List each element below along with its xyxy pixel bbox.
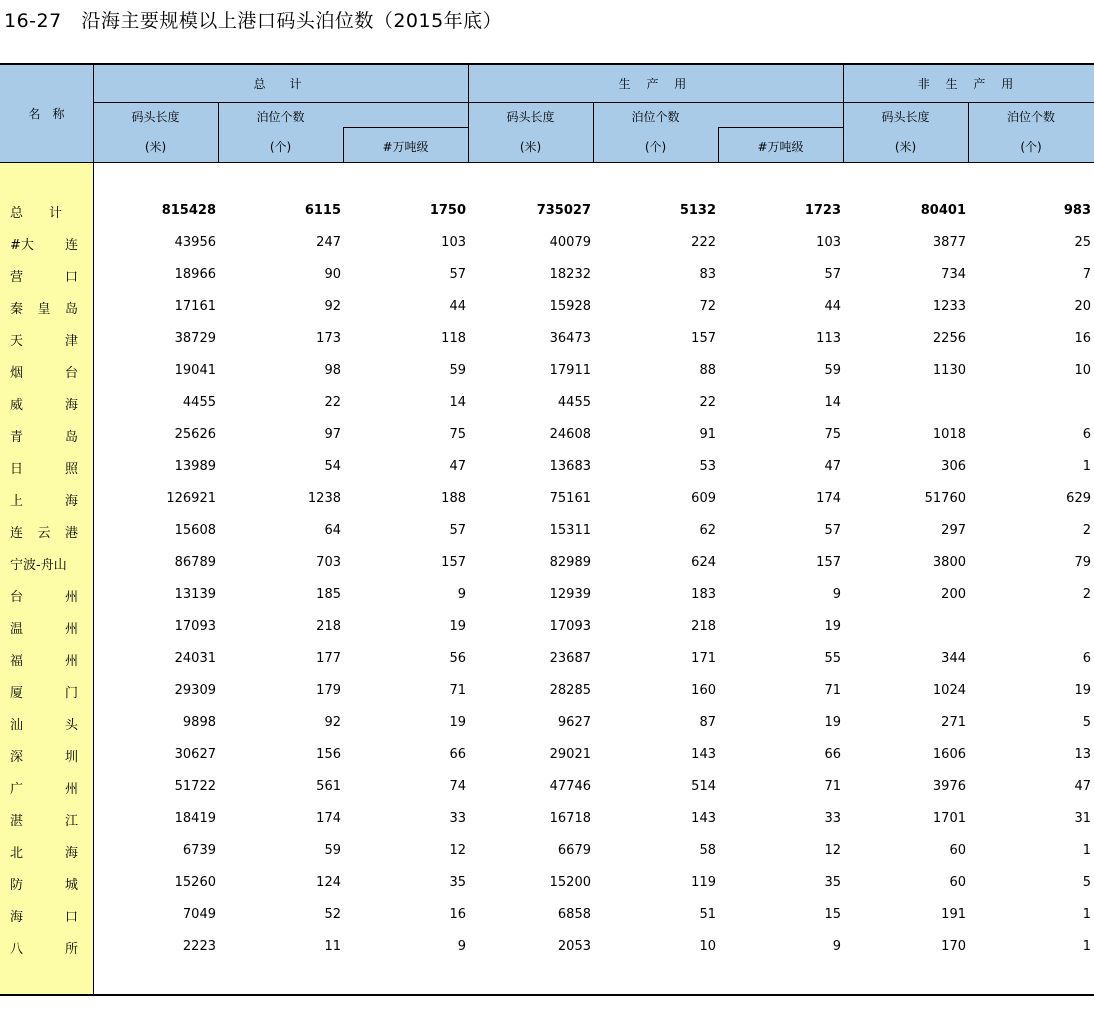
port-name-part: 圳 [64,749,78,765]
value-cell: 15 [824,907,841,922]
value-cell: 13989 [174,459,216,474]
value-cell: 90 [324,267,341,282]
port-name [10,425,78,445]
port-name-part: 宁波-舟山 [10,557,67,573]
port-name [10,521,78,541]
value-cell: 113 [816,331,841,346]
value-cell: 15928 [549,299,591,314]
port-name-part: 防 [10,877,24,893]
value-cell: 97 [324,427,341,442]
value-cell: 16 [449,907,466,922]
port-name [10,361,78,381]
value-cell: 23687 [549,651,591,666]
value-cell: 47 [824,459,841,474]
value-cell: 1750 [429,203,466,218]
value-cell: 297 [941,523,966,538]
value-cell: 29309 [174,683,216,698]
value-cell: 6858 [557,907,591,922]
value-cell: 12 [824,843,841,858]
value-cell: 16 [1074,331,1091,346]
value-cell: 12 [449,843,466,858]
port-name-part: 连 [10,525,24,541]
value-cell: 561 [316,779,341,794]
header-group-production: 生 产 用 [618,76,693,91]
value-cell: 18419 [174,811,216,826]
value-cell: 91 [699,427,716,442]
port-name-part: 州 [64,653,78,669]
value-cell: 703 [316,555,341,570]
value-cell: 83 [699,267,716,282]
port-name-part: 总 [10,205,24,221]
value-cell: 56 [449,651,466,666]
value-cell: 514 [691,779,716,794]
value-cell: 815428 [161,203,216,218]
value-cell: 53 [699,459,716,474]
value-cell: 44 [824,299,841,314]
port-name [10,937,78,957]
value-cell: 218 [691,619,716,634]
value-cell: 33 [824,811,841,826]
value-cell: 6679 [557,843,591,858]
value-cell [971,617,1091,637]
port-name [10,617,78,637]
value-cell: 25 [1074,235,1091,250]
port-name [10,649,78,669]
value-cell: 9 [457,939,466,954]
value-cell: 86789 [174,555,216,570]
value-cell: 17161 [174,299,216,314]
value-cell: 188 [441,491,466,506]
port-name-part: 所 [64,941,78,957]
value-cell: 43956 [174,235,216,250]
value-cell: 19 [824,715,841,730]
port-name-part: 州 [64,781,78,797]
value-cell: 983 [1063,203,1091,218]
port-name [10,233,78,253]
port-name-part: 州 [64,621,78,637]
port-name-part: 台 [10,589,24,605]
value-cell: 66 [449,747,466,762]
value-cell: 6739 [182,843,216,858]
value-cell: 157 [441,555,466,570]
value-cell: 174 [316,811,341,826]
value-cell: 222 [691,235,716,250]
header-unit-ge: (个) [644,139,667,154]
value-cell: 1 [1082,843,1091,858]
value-cell: 1606 [932,747,966,762]
value-cell: 160 [691,683,716,698]
value-cell: 13683 [549,459,591,474]
value-cell: 735027 [536,203,591,218]
port-name [10,713,78,733]
value-cell [971,393,1091,413]
value-cell: 47 [449,459,466,474]
value-cell: 1 [1082,939,1091,954]
port-name [10,553,78,573]
value-cell [846,393,966,413]
value-cell: 271 [941,715,966,730]
value-cell: 36473 [549,331,591,346]
value-cell: 174 [816,491,841,506]
value-cell: 40079 [549,235,591,250]
port-name [10,809,78,829]
value-cell: 12939 [549,587,591,602]
value-cell: 52 [324,907,341,922]
value-cell: 2256 [932,331,966,346]
value-cell: 157 [816,555,841,570]
port-name-part: 江 [64,813,78,829]
value-cell: 2053 [557,939,591,954]
value-cell: 29021 [549,747,591,762]
value-cell: 74 [449,779,466,794]
value-cell: 17093 [174,619,216,634]
value-cell [846,617,966,637]
header-wanton: #万吨级 [757,139,804,154]
value-cell: 59 [324,843,341,858]
value-cell: 1233 [932,299,966,314]
port-name-part: 岛 [64,301,78,317]
header-unit-ge: (个) [269,139,292,154]
value-cell: 1238 [307,491,341,506]
header-name: 名 称 [28,106,65,121]
value-cell: 9627 [557,715,591,730]
value-cell: 9 [457,587,466,602]
port-name [10,297,78,317]
value-cell: 173 [316,331,341,346]
value-cell: 191 [941,907,966,922]
value-cell: 15608 [174,523,216,538]
header-bottom-border [0,162,1094,163]
port-name [10,905,78,925]
port-name-part: 头 [64,717,78,733]
value-cell: 13139 [174,587,216,602]
port-name-part: 八 [10,941,24,957]
value-cell: 75 [449,427,466,442]
value-cell: 344 [941,651,966,666]
value-cell: 170 [941,939,966,954]
value-cell: 3976 [932,779,966,794]
port-name-part: 福 [10,653,24,669]
value-cell: 20 [1074,299,1091,314]
port-name-part: 温 [10,621,24,637]
value-cell: 71 [824,779,841,794]
port-name-part: 烟 [10,365,24,381]
value-cell: 609 [691,491,716,506]
value-cell: 247 [316,235,341,250]
value-cell: 6 [1082,651,1091,666]
value-cell: 18966 [174,267,216,282]
value-cell: 5132 [679,203,716,218]
value-cell: 80401 [920,203,966,218]
value-cell: 38729 [174,331,216,346]
header-unit-m: (米) [894,139,917,154]
port-name-part: 上 [10,493,24,509]
header-unit-m: (米) [519,139,542,154]
value-cell: 31 [1074,811,1091,826]
port-name-part: 连 [64,237,78,253]
value-cell: 4455 [182,395,216,410]
value-cell: 2 [1082,523,1091,538]
value-cell: 11 [324,939,341,954]
value-cell: 14 [449,395,466,410]
value-cell: 51722 [174,779,216,794]
value-cell: 16718 [549,811,591,826]
value-cell: 51 [699,907,716,922]
value-cell: 72 [699,299,716,314]
value-cell: 10 [699,939,716,954]
port-name-part: 北 [10,845,24,861]
header-unit-m: (米) [144,139,167,154]
port-name-part: 天 [10,333,24,349]
value-cell: 57 [449,267,466,282]
value-cell: 24608 [549,427,591,442]
port-name [10,681,78,701]
port-name-part: 营 [10,269,24,285]
value-cell: 3877 [932,235,966,250]
value-cell: 44 [449,299,466,314]
value-cell: 19 [449,715,466,730]
value-cell: 71 [824,683,841,698]
value-cell: 2223 [182,939,216,954]
value-cell: 25626 [174,427,216,442]
value-cell: 4455 [557,395,591,410]
port-name-part: 海 [64,845,78,861]
value-cell: 64 [324,523,341,538]
value-cell: 6115 [304,203,341,218]
port-name [10,873,78,893]
port-name [10,777,78,797]
port-name-part: 津 [64,333,78,349]
value-cell: 33 [449,811,466,826]
value-cell: 1024 [932,683,966,698]
value-cell: 51760 [924,491,966,506]
value-cell: 87 [699,715,716,730]
port-name-part: 日 [10,461,24,477]
port-name-part: 厦 [10,685,24,701]
port-name-part: #大 [10,237,34,253]
value-cell: 57 [824,523,841,538]
value-cell: 7 [1082,267,1091,282]
value-cell: 58 [699,843,716,858]
value-cell: 10 [1074,363,1091,378]
port-name [10,745,78,765]
value-cell: 13 [1074,747,1091,762]
value-cell: 24031 [174,651,216,666]
value-cell: 35 [824,875,841,890]
value-cell: 22 [324,395,341,410]
value-cell: 92 [324,299,341,314]
value-cell: 143 [691,811,716,826]
value-cell: 1723 [804,203,841,218]
port-name-part: 门 [64,685,78,701]
value-cell: 30627 [174,747,216,762]
value-cell: 103 [816,235,841,250]
value-cell: 126921 [166,491,216,506]
value-cell: 124 [316,875,341,890]
value-cell: 9898 [182,715,216,730]
value-cell: 9 [832,587,841,602]
value-cell: 71 [449,683,466,698]
value-cell: 734 [941,267,966,282]
value-cell: 19041 [174,363,216,378]
value-cell: 6 [1082,427,1091,442]
value-cell: 171 [691,651,716,666]
port-name [10,457,78,477]
port-name-part: 州 [64,589,78,605]
table-top-border [0,63,1094,65]
value-cell: 2 [1082,587,1091,602]
port-name-part: 口 [64,909,78,925]
value-cell: 59 [824,363,841,378]
port-name-part: 港 [64,525,78,541]
port-name-part: 海 [64,397,78,413]
value-cell: 57 [824,267,841,282]
name-column-background [0,163,93,995]
header-wharf-length: 码头长度 [506,109,555,124]
port-name [10,393,78,413]
port-name-part: 广 [10,781,24,797]
header-wanton: #万吨级 [382,139,429,154]
port-name [10,201,62,221]
port-name-part: 云 [37,525,51,541]
value-cell: 15311 [549,523,591,538]
port-name-part: 岛 [64,429,78,445]
value-cell: 1 [1082,459,1091,474]
value-cell: 3800 [932,555,966,570]
value-cell: 7049 [182,907,216,922]
value-cell: 1 [1082,907,1091,922]
port-name [10,329,78,349]
value-cell: 57 [449,523,466,538]
value-cell: 185 [316,587,341,602]
value-cell: 62 [699,523,716,538]
port-name-part: 青 [10,429,24,445]
value-cell: 218 [316,619,341,634]
port-name-part: 计 [48,205,62,221]
value-cell: 19 [1074,683,1091,698]
port-name-part: 秦 [10,301,24,317]
header-berth-count: 泊位个数 [1006,109,1055,124]
header-unit-ge: (个) [1020,139,1042,154]
value-cell: 306 [941,459,966,474]
value-cell: 82989 [549,555,591,570]
header-divider-wanton-mid [718,127,843,128]
value-cell: 103 [441,235,466,250]
value-cell: 54 [324,459,341,474]
port-name [10,489,78,509]
value-cell: 143 [691,747,716,762]
value-cell: 18232 [549,267,591,282]
value-cell: 624 [691,555,716,570]
header-group-total: 总 计 [253,76,308,91]
value-cell: 75161 [549,491,591,506]
value-cell: 1018 [932,427,966,442]
port-name-part: 照 [64,461,78,477]
value-cell: 17911 [549,363,591,378]
value-cell: 118 [441,331,466,346]
value-cell: 177 [316,651,341,666]
value-cell: 92 [324,715,341,730]
header-divider-wanton-left [343,127,468,128]
value-cell: 9 [832,939,841,954]
port-name-part: 城 [64,877,78,893]
port-name-part: 口 [64,269,78,285]
header-group-nonproduction: 非 生 产 用 [917,76,1020,91]
header-berth-count: 泊位个数 [631,109,680,124]
port-name-part: 深 [10,749,24,765]
value-cell: 5 [1082,875,1091,890]
value-cell: 47 [1074,779,1091,794]
port-name-part: 海 [64,493,78,509]
value-cell: 47746 [549,779,591,794]
value-cell: 15260 [174,875,216,890]
value-cell: 119 [691,875,716,890]
value-cell: 59 [449,363,466,378]
value-cell: 5 [1082,715,1091,730]
port-name-part: 台 [64,365,78,381]
value-cell: 60 [949,843,966,858]
value-cell: 15200 [549,875,591,890]
port-name [10,265,78,285]
value-cell: 200 [941,587,966,602]
value-cell: 19 [449,619,466,634]
port-name [10,841,78,861]
value-cell: 79 [1074,555,1091,570]
port-name-part: 湛 [10,813,24,829]
port-name-part: 皇 [37,301,51,317]
value-cell: 1701 [932,811,966,826]
table-bottom-border [0,994,1094,996]
value-cell: 22 [699,395,716,410]
header-berth-count: 泊位个数 [256,109,305,124]
value-cell: 17093 [549,619,591,634]
page-title: 16-27 沿海主要规模以上港口码头泊位数（2015年底） [4,10,503,32]
header-wharf-length: 码头长度 [881,109,930,124]
value-cell: 156 [316,747,341,762]
port-name-part: 威 [10,397,24,413]
value-cell: 179 [316,683,341,698]
name-column-border [93,64,94,995]
value-cell: 66 [824,747,841,762]
value-cell: 157 [691,331,716,346]
value-cell: 28285 [549,683,591,698]
value-cell: 98 [324,363,341,378]
value-cell: 60 [949,875,966,890]
value-cell: 19 [824,619,841,634]
value-cell: 14 [824,395,841,410]
value-cell: 1130 [932,363,966,378]
value-cell: 629 [1066,491,1091,506]
port-name-part: 汕 [10,717,24,733]
header-wharf-length: 码头长度 [131,109,180,124]
value-cell: 55 [824,651,841,666]
value-cell: 35 [449,875,466,890]
port-name [10,585,78,605]
value-cell: 75 [824,427,841,442]
value-cell: 88 [699,363,716,378]
port-name-part: 海 [10,909,24,925]
value-cell: 183 [691,587,716,602]
